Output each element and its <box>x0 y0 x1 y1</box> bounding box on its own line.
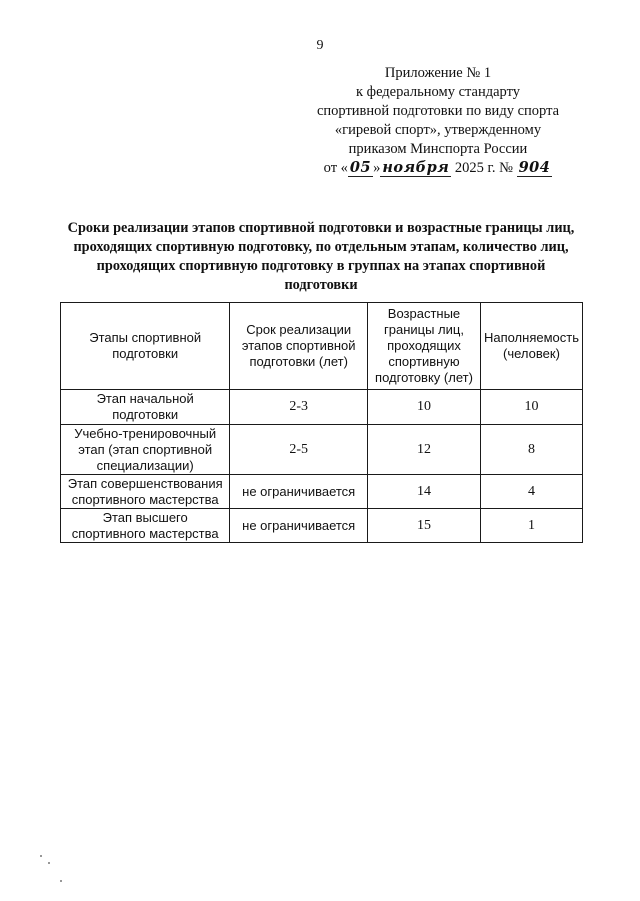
age-cell: 14 <box>368 475 481 509</box>
table-row <box>61 509 583 543</box>
age-cell: 12 <box>368 425 481 475</box>
date-suffix: 2025 г. № <box>454 160 513 176</box>
header-duration: Срок реализации этапов спортивной подготовки (лет) <box>230 303 368 390</box>
scan-speck <box>48 862 50 864</box>
appendix-line-3: спортивной подготовки по виду спорта <box>316 103 560 119</box>
appendix-header <box>288 64 588 178</box>
age-cell: 10 <box>368 390 481 425</box>
appendix-line-4: «гиревой спорт», утвержденному <box>334 122 542 138</box>
appendix-date-line <box>288 159 588 178</box>
group-size-cell: 1 <box>480 509 582 543</box>
handwritten-order-number: 904 <box>518 159 551 176</box>
stage-name-cell: Этап совершенствования спортивного мастерства <box>61 475 230 509</box>
header-age-limits: Возрастные границы лиц, проходящих спортивную подготовку (лет) <box>368 303 481 390</box>
appendix-line-2: к федеральному стандарту <box>356 84 520 100</box>
scan-speck <box>40 855 42 857</box>
header-stages: Этапы спортивной подготовки <box>61 303 230 390</box>
header-group-size: Наполняемость (человек) <box>480 303 582 390</box>
group-size-cell: 4 <box>480 475 582 509</box>
stage-name-cell: Учебно-тренировочный этап (этап спортивной специализации) <box>61 425 230 475</box>
date-prefix: от « <box>323 160 348 176</box>
appendix-title: Приложение № 1 <box>384 65 492 81</box>
scan-speck <box>60 880 62 882</box>
table-header-row <box>61 303 583 390</box>
duration-cell: 2-3 <box>230 390 368 425</box>
document-title: Сроки реализации этапов спортивной подготовки и возрастные границы лиц, проходящих спортивную подготовку, по отдельным этапам, количество лиц, проходящих спортивную подготовку в группах на этапах спортивной подготовки <box>67 220 575 293</box>
handwritten-month: ноября <box>382 159 450 176</box>
table-row <box>61 425 583 475</box>
duration-cell: 2-5 <box>230 425 368 475</box>
group-size-cell: 8 <box>480 425 582 475</box>
age-cell: 15 <box>368 509 481 543</box>
stage-name-cell: Этап начальной подготовки <box>61 390 230 425</box>
stages-table <box>60 302 583 543</box>
stage-name-cell: Этап высшего спортивного мастерства <box>61 509 230 543</box>
group-size-cell: 10 <box>480 390 582 425</box>
page-number: 9 <box>316 38 324 53</box>
duration-cell: не ограничивается <box>230 475 368 509</box>
date-mid: » <box>373 160 381 176</box>
handwritten-day: 05 <box>349 159 372 176</box>
table-row <box>61 390 583 425</box>
table-row <box>61 475 583 509</box>
appendix-line-5: приказом Минспорта России <box>348 141 528 157</box>
duration-cell: не ограничивается <box>230 509 368 543</box>
